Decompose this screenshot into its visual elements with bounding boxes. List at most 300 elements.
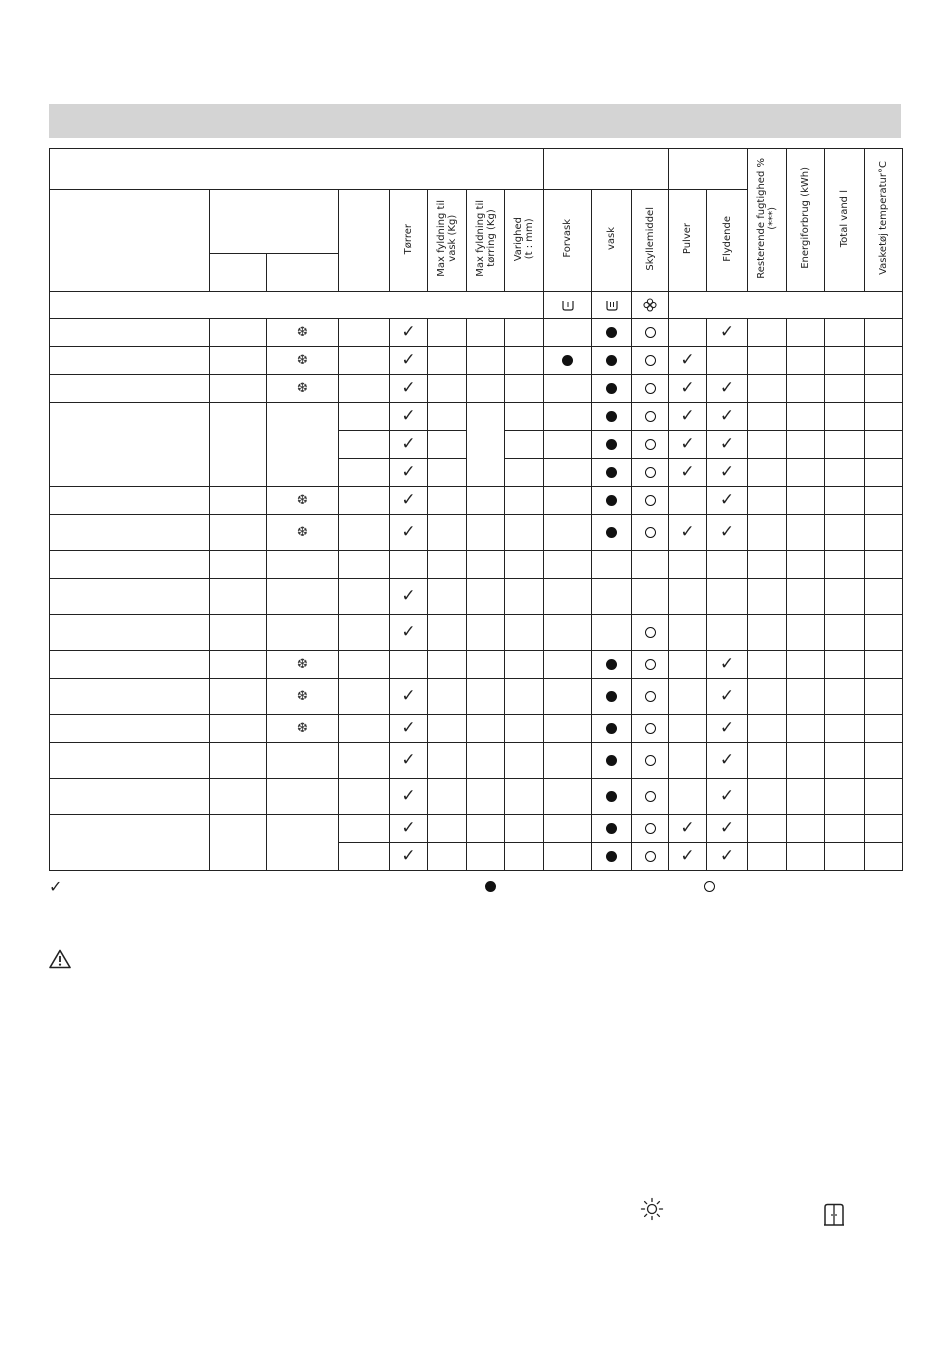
header-cell-spin [339, 190, 390, 292]
duration-cell [505, 715, 544, 743]
check-icon: ✓ [401, 846, 416, 866]
max-dry-cell [467, 715, 505, 743]
softener-cell [632, 715, 669, 743]
temperature-cell [865, 815, 903, 843]
ring-icon [645, 723, 656, 734]
dryer-cell [390, 375, 428, 403]
temperature-cell [865, 347, 903, 375]
max-wash-cell [428, 347, 467, 375]
softener-cell [632, 459, 669, 487]
check-icon: ✓ [680, 434, 695, 454]
check-icon: ✓ [719, 490, 735, 510]
program-name-cell [50, 679, 210, 715]
wash-cell [592, 431, 632, 459]
temperature-cell [865, 459, 903, 487]
max-dry-cell [467, 843, 505, 871]
max-wash-cell [428, 843, 467, 871]
snowflake-icon: ❆ [297, 352, 308, 368]
energy-cell [787, 651, 825, 679]
snowflake-icon: ❆ [297, 492, 308, 508]
check-icon: ✓ [401, 586, 416, 606]
energy-cell [787, 403, 825, 431]
liquid-cell [707, 403, 748, 431]
program-name-cell [50, 319, 210, 347]
softener-cell [632, 651, 669, 679]
ring-icon [645, 791, 656, 802]
filled-dot-icon [606, 527, 617, 538]
liquid-cell [707, 615, 748, 651]
energy-cell [787, 319, 825, 347]
temp-cell-a [210, 615, 267, 651]
check-icon: ✓ [719, 378, 735, 398]
header-dryer: Tørrer [390, 190, 428, 292]
header-powder: Pulver [669, 190, 707, 292]
spin-cell [339, 843, 390, 871]
check-icon: ✓ [401, 718, 416, 738]
energy-cell [787, 487, 825, 515]
filled-dot-icon [606, 411, 617, 422]
softener-cell [632, 319, 669, 347]
softener-cell [632, 551, 669, 579]
dryer-cell [390, 347, 428, 375]
temperature-cell [865, 679, 903, 715]
duration-cell [505, 679, 544, 715]
residual-moisture-cell [748, 403, 787, 431]
table-row [50, 319, 903, 347]
energy-cell [787, 579, 825, 615]
temperature-cell [865, 487, 903, 515]
program-name-cell [50, 743, 210, 779]
temperature-cell [865, 743, 903, 779]
temp-cell-b [267, 679, 339, 715]
check-icon: ✓ [719, 750, 735, 770]
filled-dot-icon [606, 823, 617, 834]
ring-icon [645, 411, 656, 422]
prewash-cell [544, 347, 592, 375]
duration-cell [505, 815, 544, 843]
table-row [50, 743, 903, 779]
header-cell-temp-group [210, 190, 339, 254]
water-cell [825, 551, 865, 579]
temp-cell-a [210, 551, 267, 579]
filled-dot-icon [606, 723, 617, 734]
check-icon: ✓ [719, 786, 735, 806]
filled-dot-icon [606, 467, 617, 478]
header-water: Total vand l [825, 149, 865, 292]
residual-moisture-cell [748, 679, 787, 715]
ring-icon [645, 527, 656, 538]
temperature-cell [865, 551, 903, 579]
duration-cell [505, 551, 544, 579]
liquid-cell [707, 779, 748, 815]
ring-icon [645, 755, 656, 766]
duration-cell [505, 651, 544, 679]
water-cell [825, 815, 865, 843]
filled-dot-icon [606, 383, 617, 394]
residual-moisture-cell [748, 843, 787, 871]
powder-cell [669, 515, 707, 551]
energy-cell [787, 679, 825, 715]
water-cell [825, 375, 865, 403]
max-wash-cell [428, 779, 467, 815]
wash-compartment-cell [592, 292, 632, 319]
check-icon: ✓ [401, 622, 416, 642]
program-name-cell [50, 715, 210, 743]
liquid-cell [707, 843, 748, 871]
legend-filled-dot-icon [485, 881, 496, 892]
max-wash-cell [428, 651, 467, 679]
residual-moisture-cell [748, 579, 787, 615]
table-row [50, 651, 903, 679]
max-dry-cell [467, 779, 505, 815]
check-icon: ✓ [719, 522, 735, 542]
filled-dot-icon [606, 691, 617, 702]
temp-cell-a [210, 651, 267, 679]
energy-cell [787, 459, 825, 487]
header-cell-temp-a [210, 254, 267, 292]
prewash-cell [544, 815, 592, 843]
water-cell [825, 319, 865, 347]
table-row [50, 615, 903, 651]
spin-cell [339, 431, 390, 459]
temp-cell-b [267, 403, 339, 487]
temp-cell-b [267, 551, 339, 579]
spin-cell [339, 459, 390, 487]
spin-cell [339, 651, 390, 679]
energy-cell [787, 715, 825, 743]
program-name-cell [50, 347, 210, 375]
powder-cell [669, 779, 707, 815]
wash-cell [592, 579, 632, 615]
compartment-label-cell [50, 292, 544, 319]
ring-icon [645, 383, 656, 394]
temp-cell-a [210, 815, 267, 871]
prewash-cell [544, 651, 592, 679]
temperature-cell [865, 843, 903, 871]
powder-cell [669, 459, 707, 487]
dryer-cell [390, 487, 428, 515]
prewash-cell [544, 615, 592, 651]
program-name-cell [50, 815, 210, 871]
max-wash-cell [428, 403, 467, 431]
check-icon: ✓ [680, 378, 695, 398]
dryer-cell [390, 715, 428, 743]
header-cell-temp-b [267, 254, 339, 292]
temp-cell-b [267, 615, 339, 651]
spin-cell [339, 815, 390, 843]
water-cell [825, 431, 865, 459]
table-row [50, 487, 903, 515]
temp-cell-a [210, 487, 267, 515]
temp-cell-a [210, 347, 267, 375]
header-energy: Energiforbrug (kWh) [787, 149, 825, 292]
prewash-cell [544, 743, 592, 779]
wash-cell [592, 375, 632, 403]
prewash-compartment-cell [544, 292, 592, 319]
powder-cell [669, 487, 707, 515]
water-cell [825, 487, 865, 515]
temp-cell-b [267, 579, 339, 615]
program-name-cell [50, 403, 210, 487]
table-row [50, 679, 903, 715]
powder-cell [669, 579, 707, 615]
energy-cell [787, 515, 825, 551]
energy-cell [787, 815, 825, 843]
energy-cell [787, 347, 825, 375]
powder-cell [669, 319, 707, 347]
temp-cell-b [267, 715, 339, 743]
duration-cell [505, 319, 544, 347]
liquid-cell [707, 431, 748, 459]
program-name-cell [50, 779, 210, 815]
water-cell [825, 843, 865, 871]
liquid-cell [707, 459, 748, 487]
softener-compartment-cell [632, 292, 669, 319]
check-icon: ✓ [680, 846, 695, 866]
spin-cell [339, 579, 390, 615]
duration-cell [505, 431, 544, 459]
residual-moisture-cell [748, 431, 787, 459]
snowflake-icon: ❆ [297, 688, 308, 704]
temperature-cell [865, 779, 903, 815]
door-icon [823, 1203, 845, 1227]
legend-check-icon: ✓ [49, 877, 63, 896]
header-softener: Skyllemiddel [632, 190, 669, 292]
spin-cell [339, 347, 390, 375]
energy-cell [787, 843, 825, 871]
liquid-cell [707, 651, 748, 679]
energy-cell [787, 743, 825, 779]
residual-moisture-cell [748, 779, 787, 815]
prewash-cell [544, 319, 592, 347]
table-row [50, 403, 903, 431]
energy-cell [787, 615, 825, 651]
temperature-cell [865, 375, 903, 403]
filled-dot-icon [606, 495, 617, 506]
program-name-cell [50, 515, 210, 551]
check-icon: ✓ [680, 522, 695, 542]
residual-moisture-cell [748, 347, 787, 375]
temperature-cell [865, 431, 903, 459]
legend-ring-icon [704, 881, 715, 892]
residual-moisture-cell [748, 651, 787, 679]
temp-cell-b [267, 743, 339, 779]
check-icon: ✓ [401, 378, 416, 398]
filled-dot-icon [606, 355, 617, 366]
water-cell [825, 615, 865, 651]
residual-moisture-cell [748, 615, 787, 651]
wash-cell [592, 679, 632, 715]
ring-icon [645, 355, 656, 366]
temp-cell-b [267, 815, 339, 871]
check-icon: ✓ [401, 750, 416, 770]
energy-cell [787, 431, 825, 459]
powder-cell [669, 347, 707, 375]
filled-dot-icon [606, 327, 617, 338]
liquid-cell [707, 715, 748, 743]
wash-cell [592, 551, 632, 579]
dryer-cell [390, 651, 428, 679]
spin-cell [339, 615, 390, 651]
temp-cell-b [267, 347, 339, 375]
temp-cell-a [210, 579, 267, 615]
dryer-cell [390, 551, 428, 579]
temp-cell-b [267, 375, 339, 403]
max-dry-cell [467, 319, 505, 347]
program-table [49, 148, 903, 871]
prewash-cell [544, 843, 592, 871]
header-max-dry: Max fyldning til tørring (Kg) [467, 190, 505, 292]
temp-cell-b [267, 779, 339, 815]
duration-cell [505, 347, 544, 375]
header-cell-program-group [50, 149, 544, 190]
temp-cell-b [267, 319, 339, 347]
header-temperature: Vasketøj temperatur°C [865, 149, 903, 292]
water-cell [825, 403, 865, 431]
dryer-cell [390, 431, 428, 459]
temp-cell-a [210, 403, 267, 487]
filled-dot-icon [606, 659, 617, 670]
check-icon: ✓ [401, 406, 416, 426]
table-row [50, 375, 903, 403]
max-dry-cell [467, 743, 505, 779]
spin-cell [339, 679, 390, 715]
wash-cell [592, 743, 632, 779]
check-icon: ✓ [680, 350, 695, 370]
wash-cell [592, 347, 632, 375]
energy-cell [787, 375, 825, 403]
wash-cell [592, 459, 632, 487]
check-icon: ✓ [401, 350, 416, 370]
check-icon: ✓ [401, 462, 416, 482]
softener-cell [632, 403, 669, 431]
check-icon: ✓ [401, 786, 416, 806]
wash-cell [592, 815, 632, 843]
check-icon: ✓ [719, 654, 735, 674]
filled-dot-icon [562, 355, 573, 366]
prewash-cell [544, 403, 592, 431]
temperature-cell [865, 515, 903, 551]
energy-cell [787, 779, 825, 815]
softener-cell [632, 743, 669, 779]
check-icon: ✓ [719, 462, 735, 482]
powder-cell [669, 431, 707, 459]
table-row [50, 779, 903, 815]
check-icon: ✓ [680, 406, 695, 426]
softener-cell [632, 779, 669, 815]
temperature-cell [865, 319, 903, 347]
table-row [50, 715, 903, 743]
program-name-cell [50, 651, 210, 679]
check-icon: ✓ [401, 322, 416, 342]
powder-cell [669, 815, 707, 843]
temp-cell-b [267, 651, 339, 679]
temp-cell-a [210, 743, 267, 779]
spin-cell [339, 487, 390, 515]
header-duration: Varighed (t : mm) [505, 190, 544, 292]
powder-cell [669, 679, 707, 715]
warning-icon [49, 949, 71, 969]
filled-dot-icon [606, 851, 617, 862]
ring-icon [645, 467, 656, 478]
ring-icon [645, 327, 656, 338]
max-wash-cell [428, 319, 467, 347]
max-dry-cell [467, 815, 505, 843]
prewash-cell [544, 551, 592, 579]
dryer-cell [390, 403, 428, 431]
max-dry-cell [467, 551, 505, 579]
duration-cell [505, 459, 544, 487]
check-icon: ✓ [401, 686, 416, 706]
energy-cell [787, 551, 825, 579]
wash-compartment-icon [605, 299, 619, 311]
softener-compartment-icon [643, 298, 657, 312]
temp-cell-b [267, 487, 339, 515]
spin-cell [339, 551, 390, 579]
duration-cell [505, 779, 544, 815]
liquid-cell [707, 319, 748, 347]
filled-dot-icon [606, 439, 617, 450]
max-dry-cell [467, 515, 505, 551]
softener-cell [632, 815, 669, 843]
softener-cell [632, 843, 669, 871]
filled-dot-icon [606, 791, 617, 802]
header-prewash: Forvask [544, 190, 592, 292]
max-dry-cell [467, 347, 505, 375]
wash-cell [592, 487, 632, 515]
temp-cell-b [267, 515, 339, 551]
max-dry-cell [467, 679, 505, 715]
liquid-cell [707, 743, 748, 779]
temperature-cell [865, 651, 903, 679]
check-icon: ✓ [719, 818, 735, 838]
check-icon: ✓ [401, 490, 416, 510]
dryer-cell [390, 615, 428, 651]
check-icon: ✓ [680, 818, 695, 838]
snowflake-icon: ❆ [297, 524, 308, 540]
max-wash-cell [428, 487, 467, 515]
ring-icon [645, 691, 656, 702]
liquid-cell [707, 347, 748, 375]
check-icon: ✓ [401, 818, 416, 838]
residual-moisture-cell [748, 551, 787, 579]
softener-cell [632, 579, 669, 615]
duration-cell [505, 515, 544, 551]
max-dry-cell [467, 651, 505, 679]
wash-cell [592, 651, 632, 679]
residual-moisture-cell [748, 743, 787, 779]
temperature-cell [865, 615, 903, 651]
liquid-cell [707, 551, 748, 579]
powder-cell [669, 375, 707, 403]
wash-cell [592, 779, 632, 815]
check-icon: ✓ [719, 846, 735, 866]
header-cell-detergent-group [669, 149, 748, 190]
water-cell [825, 679, 865, 715]
prewash-compartment-icon [561, 299, 575, 311]
prewash-cell [544, 459, 592, 487]
max-wash-cell [428, 459, 467, 487]
temperature-cell [865, 579, 903, 615]
wash-cell [592, 715, 632, 743]
max-wash-cell [428, 743, 467, 779]
powder-cell [669, 615, 707, 651]
table-row [50, 515, 903, 551]
spin-cell [339, 779, 390, 815]
header-cell-program-name [50, 190, 210, 292]
water-cell [825, 347, 865, 375]
ring-icon [645, 659, 656, 670]
